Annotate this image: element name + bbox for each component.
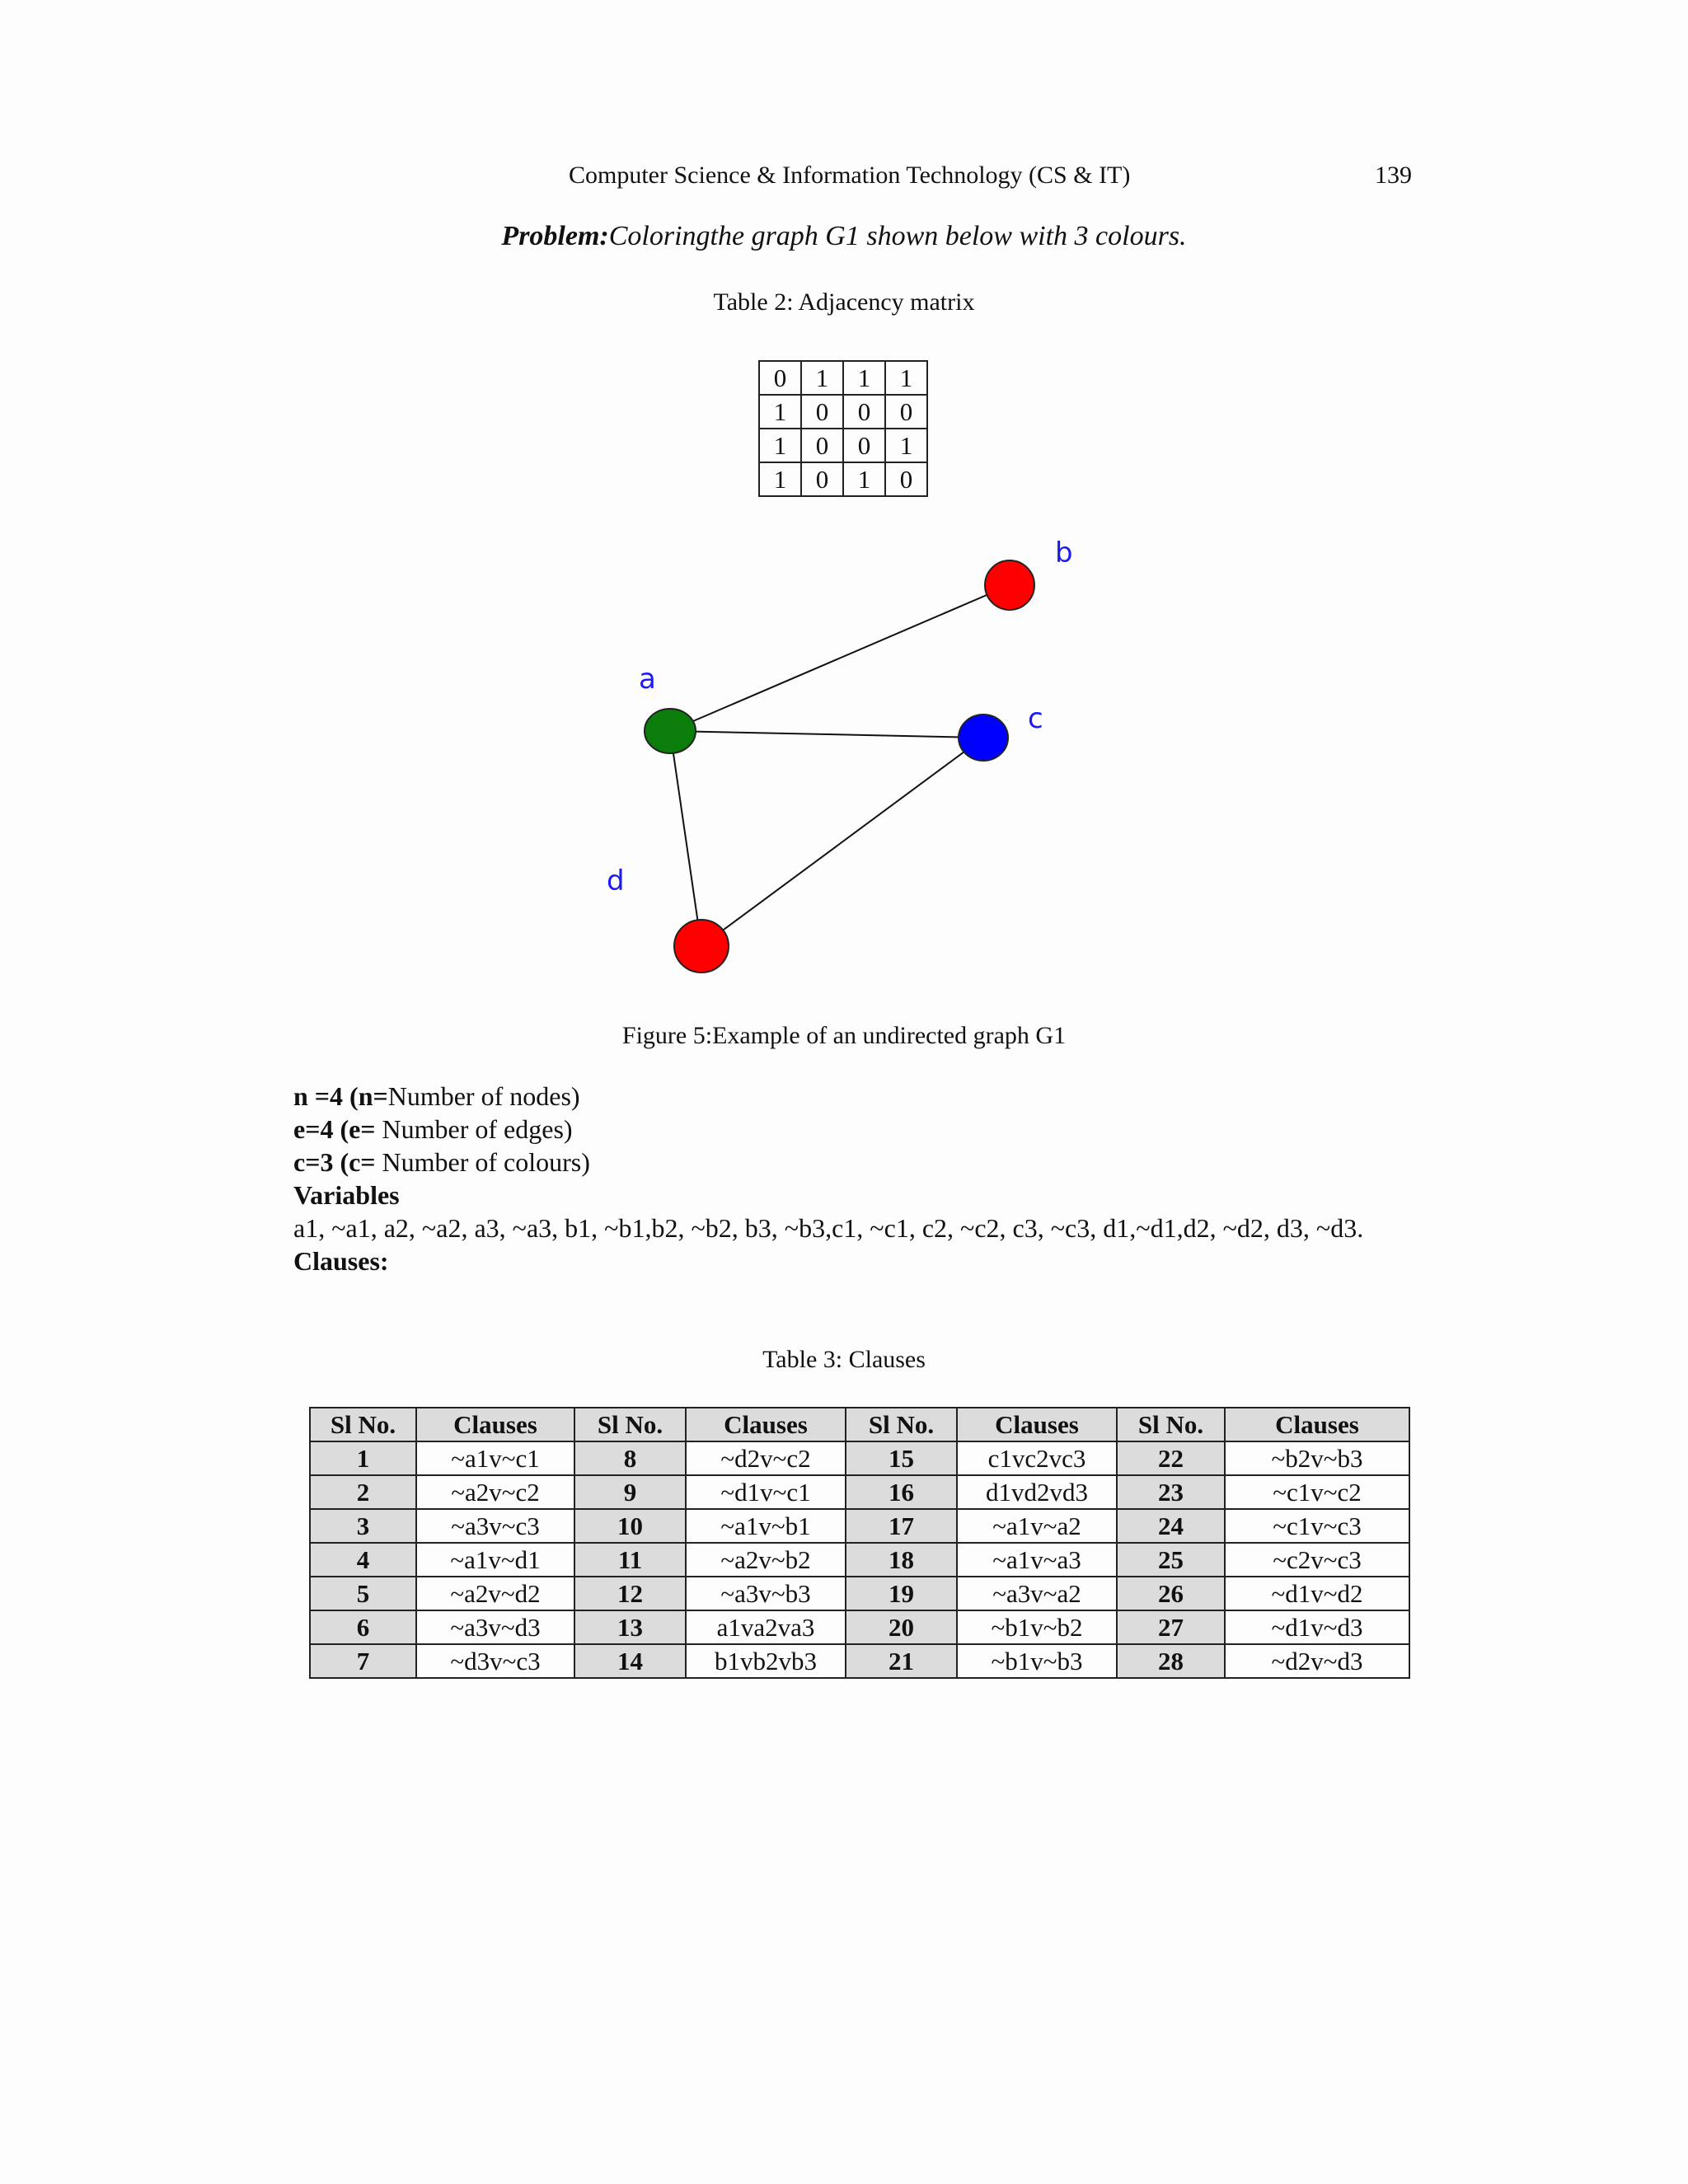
sl-no-cell: 18	[846, 1543, 957, 1577]
clause-cell: ~d2v~c2	[686, 1441, 846, 1475]
problem-label: Problem:	[501, 221, 609, 251]
matrix-cell: 1	[759, 429, 801, 462]
sl-no-cell: 4	[310, 1543, 416, 1577]
sl-no-cell: 5	[310, 1577, 416, 1610]
matrix-cell: 1	[843, 462, 885, 496]
clause-cell: ~d1v~c1	[686, 1475, 846, 1509]
sl-no-cell: 14	[574, 1644, 686, 1678]
sl-no-cell: 2	[310, 1475, 416, 1509]
matrix-cell: 1	[885, 361, 927, 395]
param-n: n =4 (n=Number of nodes)	[293, 1081, 580, 1111]
table2-caption: Table 2: Adjacency matrix	[713, 288, 975, 316]
matrix-cell: 0	[801, 395, 843, 429]
matrix-cell: 1	[801, 361, 843, 395]
sl-no-cell: 3	[310, 1509, 416, 1543]
matrix-cell: 1	[843, 361, 885, 395]
graph-g1	[577, 527, 1104, 989]
clause-cell: ~a3v~b3	[686, 1577, 846, 1610]
clause-cell: ~c1v~c2	[1225, 1475, 1409, 1509]
sl-no-cell: 25	[1117, 1543, 1225, 1577]
clause-cell: ~b1v~b2	[957, 1610, 1117, 1644]
page-number: 139	[1375, 162, 1412, 189]
sl-no-cell: 7	[310, 1644, 416, 1678]
clause-cell: ~a1v~b1	[686, 1509, 846, 1543]
sl-no-cell: 20	[846, 1610, 957, 1644]
matrix-cell: 1	[759, 462, 801, 496]
table-row	[310, 1475, 1409, 1509]
problem-statement	[0, 221, 1688, 252]
clause-cell: ~a2v~d2	[416, 1577, 574, 1610]
matrix-cell: 1	[759, 395, 801, 429]
sl-no-cell: 21	[846, 1644, 957, 1678]
sl-no-cell: 11	[574, 1543, 686, 1577]
clause-cell: ~a1v~a3	[957, 1543, 1117, 1577]
clause-cell: ~c2v~c3	[1225, 1543, 1409, 1577]
matrix-row	[759, 395, 927, 429]
parameters-block	[293, 1080, 1414, 1277]
node-label-d: d	[607, 865, 625, 898]
edge-a-d	[670, 731, 701, 946]
node-label-a: a	[639, 663, 656, 696]
clause-cell: ~d1v~d3	[1225, 1610, 1409, 1644]
sl-no-cell: 28	[1117, 1644, 1225, 1678]
clause-cell: ~a1v~c1	[416, 1441, 574, 1475]
sl-no-header: Sl No.	[574, 1408, 686, 1441]
matrix-cell: 0	[885, 462, 927, 496]
sl-no-cell: 16	[846, 1475, 957, 1509]
edge-c-d	[701, 738, 983, 946]
matrix-row	[759, 462, 927, 496]
matrix-cell: 0	[843, 429, 885, 462]
sl-no-cell: 9	[574, 1475, 686, 1509]
matrix-row	[759, 429, 927, 462]
sl-no-cell: 27	[1117, 1610, 1225, 1644]
sl-no-cell: 22	[1117, 1441, 1225, 1475]
clause-cell: ~a3v~a2	[957, 1577, 1117, 1610]
sl-no-cell: 23	[1117, 1475, 1225, 1509]
matrix-row	[759, 361, 927, 395]
clause-cell: ~a3v~d3	[416, 1610, 574, 1644]
table-row	[310, 1577, 1409, 1610]
clause-cell: ~a2v~b2	[686, 1543, 846, 1577]
variables-heading: Variables	[293, 1180, 400, 1210]
clause-cell: ~a1v~d1	[416, 1543, 574, 1577]
clauses-heading: Clauses:	[293, 1246, 389, 1276]
clauses-header: Clauses	[1225, 1408, 1409, 1441]
table-row	[310, 1543, 1409, 1577]
sl-no-header: Sl No.	[846, 1408, 957, 1441]
sl-no-cell: 15	[846, 1441, 957, 1475]
sl-no-header: Sl No.	[310, 1408, 416, 1441]
table-row	[310, 1509, 1409, 1543]
running-header: Computer Science & Information Technology (CS & IT)	[569, 162, 1131, 189]
clause-cell: ~d3v~c3	[416, 1644, 574, 1678]
node-a	[645, 709, 696, 753]
variables-list: a1, ~a1, a2, ~a2, a3, ~a3, b1, ~b1,b2, ~b2, b3, ~b3,c1, ~c1, c2, ~c2, c3, ~c3, d1,~d1,d2, ~d2, d3, ~d3.	[293, 1213, 1364, 1243]
clause-cell: d1vd2vd3	[957, 1475, 1117, 1509]
matrix-cell: 0	[801, 429, 843, 462]
edge-a-b	[670, 585, 1010, 731]
table-row	[310, 1644, 1409, 1678]
adjacency-matrix	[758, 360, 928, 497]
node-b	[985, 560, 1034, 610]
node-c	[959, 715, 1008, 761]
sl-no-cell: 17	[846, 1509, 957, 1543]
sl-no-cell: 1	[310, 1441, 416, 1475]
clauses-table	[309, 1407, 1410, 1679]
edge-a-c	[670, 731, 983, 738]
matrix-cell: 1	[885, 429, 927, 462]
clause-cell: ~b2v~b3	[1225, 1441, 1409, 1475]
sl-no-cell: 26	[1117, 1577, 1225, 1610]
sl-no-cell: 8	[574, 1441, 686, 1475]
clause-cell: ~d1v~d2	[1225, 1577, 1409, 1610]
clause-cell: c1vc2vc3	[957, 1441, 1117, 1475]
sl-no-cell: 19	[846, 1577, 957, 1610]
clauses-header: Clauses	[957, 1408, 1117, 1441]
figure5-caption: Figure 5:Example of an undirected graph G1	[621, 1022, 1067, 1049]
matrix-cell: 0	[843, 395, 885, 429]
sl-no-cell: 24	[1117, 1509, 1225, 1543]
clause-cell: ~a2v~c2	[416, 1475, 574, 1509]
clauses-header: Clauses	[416, 1408, 574, 1441]
clause-cell: ~b1v~b3	[957, 1644, 1117, 1678]
sl-no-cell: 13	[574, 1610, 686, 1644]
sl-no-cell: 6	[310, 1610, 416, 1644]
clauses-header: Clauses	[686, 1408, 846, 1441]
sl-no-header: Sl No.	[1117, 1408, 1225, 1441]
table3-caption: Table 3: Clauses	[762, 1346, 926, 1373]
problem-text: Coloringthe graph G1 shown below with 3 colours.	[608, 221, 1187, 251]
matrix-cell: 0	[801, 462, 843, 496]
clause-cell: ~c1v~c3	[1225, 1509, 1409, 1543]
table-row	[310, 1610, 1409, 1644]
clause-cell: a1va2va3	[686, 1610, 846, 1644]
matrix-cell: 0	[885, 395, 927, 429]
clause-cell: ~a3v~c3	[416, 1509, 574, 1543]
node-label-b: b	[1055, 537, 1073, 569]
table-row	[310, 1441, 1409, 1475]
clause-cell: b1vb2vb3	[686, 1644, 846, 1678]
node-label-c: c	[1028, 702, 1043, 735]
param-c: c=3 (c= Number of colours)	[293, 1147, 590, 1177]
clause-cell: ~a1v~a2	[957, 1509, 1117, 1543]
param-e: e=4 (e= Number of edges)	[293, 1114, 573, 1144]
node-d	[674, 920, 729, 972]
sl-no-cell: 10	[574, 1509, 686, 1543]
matrix-cell: 0	[759, 361, 801, 395]
sl-no-cell: 12	[574, 1577, 686, 1610]
clause-cell: ~d2v~d3	[1225, 1644, 1409, 1678]
